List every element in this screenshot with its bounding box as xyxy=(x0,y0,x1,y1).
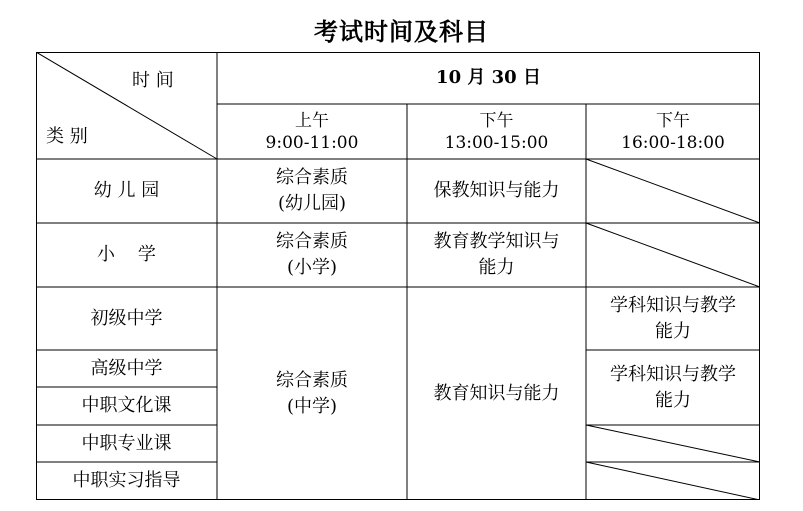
category-vocational-culture: 中职文化课 xyxy=(81,395,172,416)
subject-line: (幼儿园) xyxy=(277,193,347,214)
subject-line: 能力 xyxy=(655,320,691,342)
subject-line: 综合素质 xyxy=(276,231,348,252)
empty-cell-major-diagonal xyxy=(586,425,760,462)
category-kindergarten: 幼 儿 园 xyxy=(93,180,160,201)
subject-line: 教育教学知识与 xyxy=(433,231,560,252)
session-time: 9:00-11:00 xyxy=(265,132,359,153)
exam-schedule-table xyxy=(36,52,760,500)
session-label: 下午 xyxy=(479,110,514,131)
session-time: 16:00-18:00 xyxy=(621,132,725,153)
session-time: 13:00-15:00 xyxy=(444,132,549,153)
page-title: 考试时间及科目 xyxy=(314,17,489,46)
corner-label-category: 类 别 xyxy=(46,126,88,147)
empty-cell-practice-diagonal xyxy=(586,462,760,500)
empty-cell-primary-diagonal xyxy=(586,223,760,287)
subject-junior-discipline xyxy=(586,287,760,350)
subject-line: 综合素质 xyxy=(276,167,348,188)
subject-line: 保教知识与能力 xyxy=(433,180,560,201)
subject-line: 学科知识与教学 xyxy=(610,363,736,385)
subject-kg-comprehensive xyxy=(217,159,407,223)
session-header-1 xyxy=(217,104,407,159)
subject-line: (小学) xyxy=(286,257,338,278)
category-vocational-major: 中职专业课 xyxy=(81,432,172,454)
subject-senior-discipline xyxy=(586,350,760,425)
subject-line: 综合素质 xyxy=(276,369,348,391)
subject-line: 能力 xyxy=(655,389,691,411)
subject-kg-care-education xyxy=(407,159,586,223)
subject-line: 学科知识与教学 xyxy=(610,294,736,316)
subject-line: 教育知识与能力 xyxy=(433,382,560,404)
category-senior-middle: 高级中学 xyxy=(90,357,163,379)
subject-primary-teaching xyxy=(407,223,586,287)
subject-line: 能力 xyxy=(478,257,515,278)
date-header: 10 月 30 日 xyxy=(436,67,541,88)
empty-cell-kg-diagonal xyxy=(586,159,760,223)
session-header-3 xyxy=(586,104,760,159)
session-label: 下午 xyxy=(656,110,690,131)
session-label: 上午 xyxy=(295,110,329,131)
session-header-2 xyxy=(407,104,586,159)
category-vocational-practice: 中职实习指导 xyxy=(72,470,181,491)
category-primary: 小 学 xyxy=(97,244,156,265)
category-junior-middle: 初级中学 xyxy=(90,307,163,329)
subject-secondary-comprehensive xyxy=(217,287,407,500)
subject-secondary-education xyxy=(407,287,586,500)
corner-label-time: 时 间 xyxy=(132,70,174,91)
subject-primary-comprehensive xyxy=(217,223,407,287)
subject-line: (中学) xyxy=(286,395,338,417)
